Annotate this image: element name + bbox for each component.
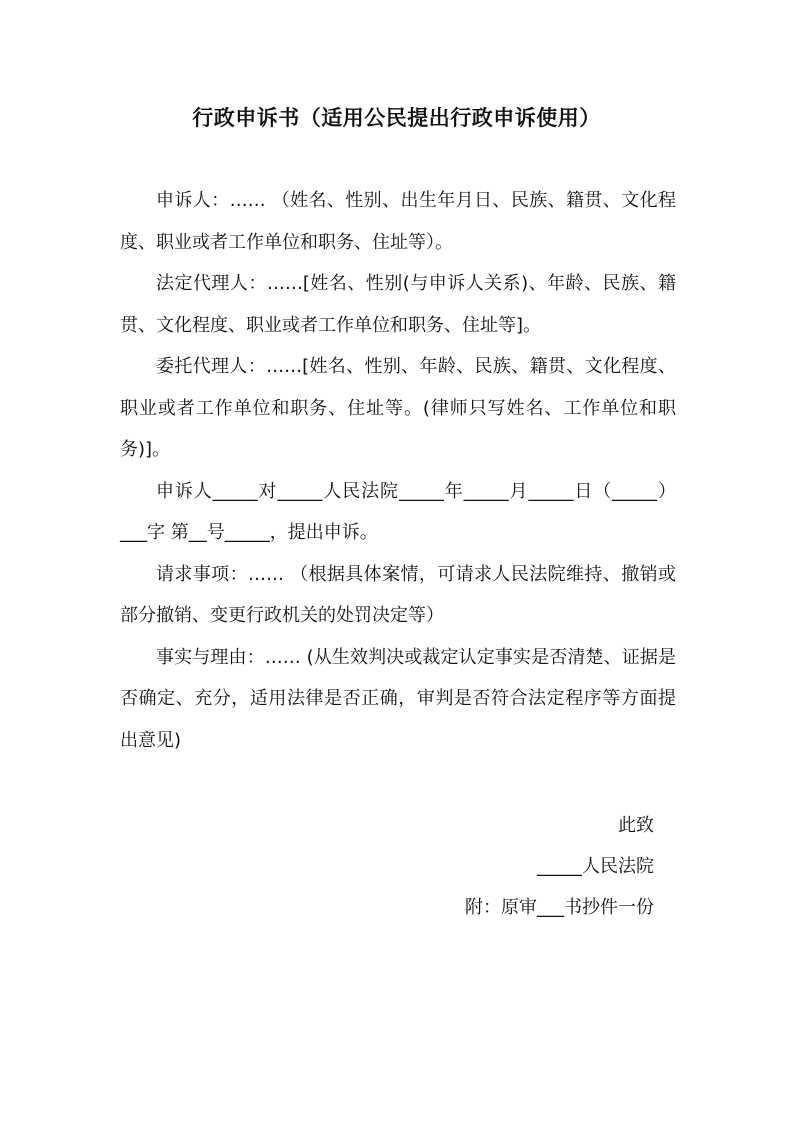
document-body bbox=[120, 180, 676, 761]
closing-salutation: 此致 bbox=[618, 815, 654, 836]
closing-attachment: 附：原审___书抄件一份 bbox=[465, 897, 654, 918]
paragraph-appeal-statement: 申诉人_____对_____人民法院_____年_____月_____日（_____） ___字 第__号_____，提出申诉。 bbox=[120, 480, 676, 543]
paragraph-requests: 请求事项：…… （根据具体案情，可请求人民法院维持、撤销或部分撤销、变更行政机关的处罚决定等） bbox=[120, 563, 676, 626]
paragraph-facts-reasons: 事实与理由：…… (从生效判决或裁定认定事实是否清楚、证据是否确定、充分，适用法律是否正确，审判是否符合法定程序等方面提出意见) bbox=[120, 646, 676, 751]
paragraph-entrusted-agent: 委托代理人：……[姓名、性别、年龄、民族、籍贯、文化程度、职业或者工作单位和职务、住址等。(律师只写姓名、工作单位和职务)]。 bbox=[120, 356, 676, 460]
paragraph-legal-representative: 法定代理人：……[姓名、性别(与申诉人关系)、年龄、民族、籍贯、文化程度、职业或者工作单位和职务、住址等]。 bbox=[120, 273, 676, 336]
document-title: 行政申诉书（适用公民提出行政申诉使用） bbox=[192, 106, 601, 130]
closing-court: _____人民法院 bbox=[537, 856, 654, 877]
paragraph-appellant: 申诉人：…… （姓名、性别、出生年月日、民族、籍贯、文化程度、职业或者工作单位和职务、住址等）。 bbox=[120, 190, 676, 253]
